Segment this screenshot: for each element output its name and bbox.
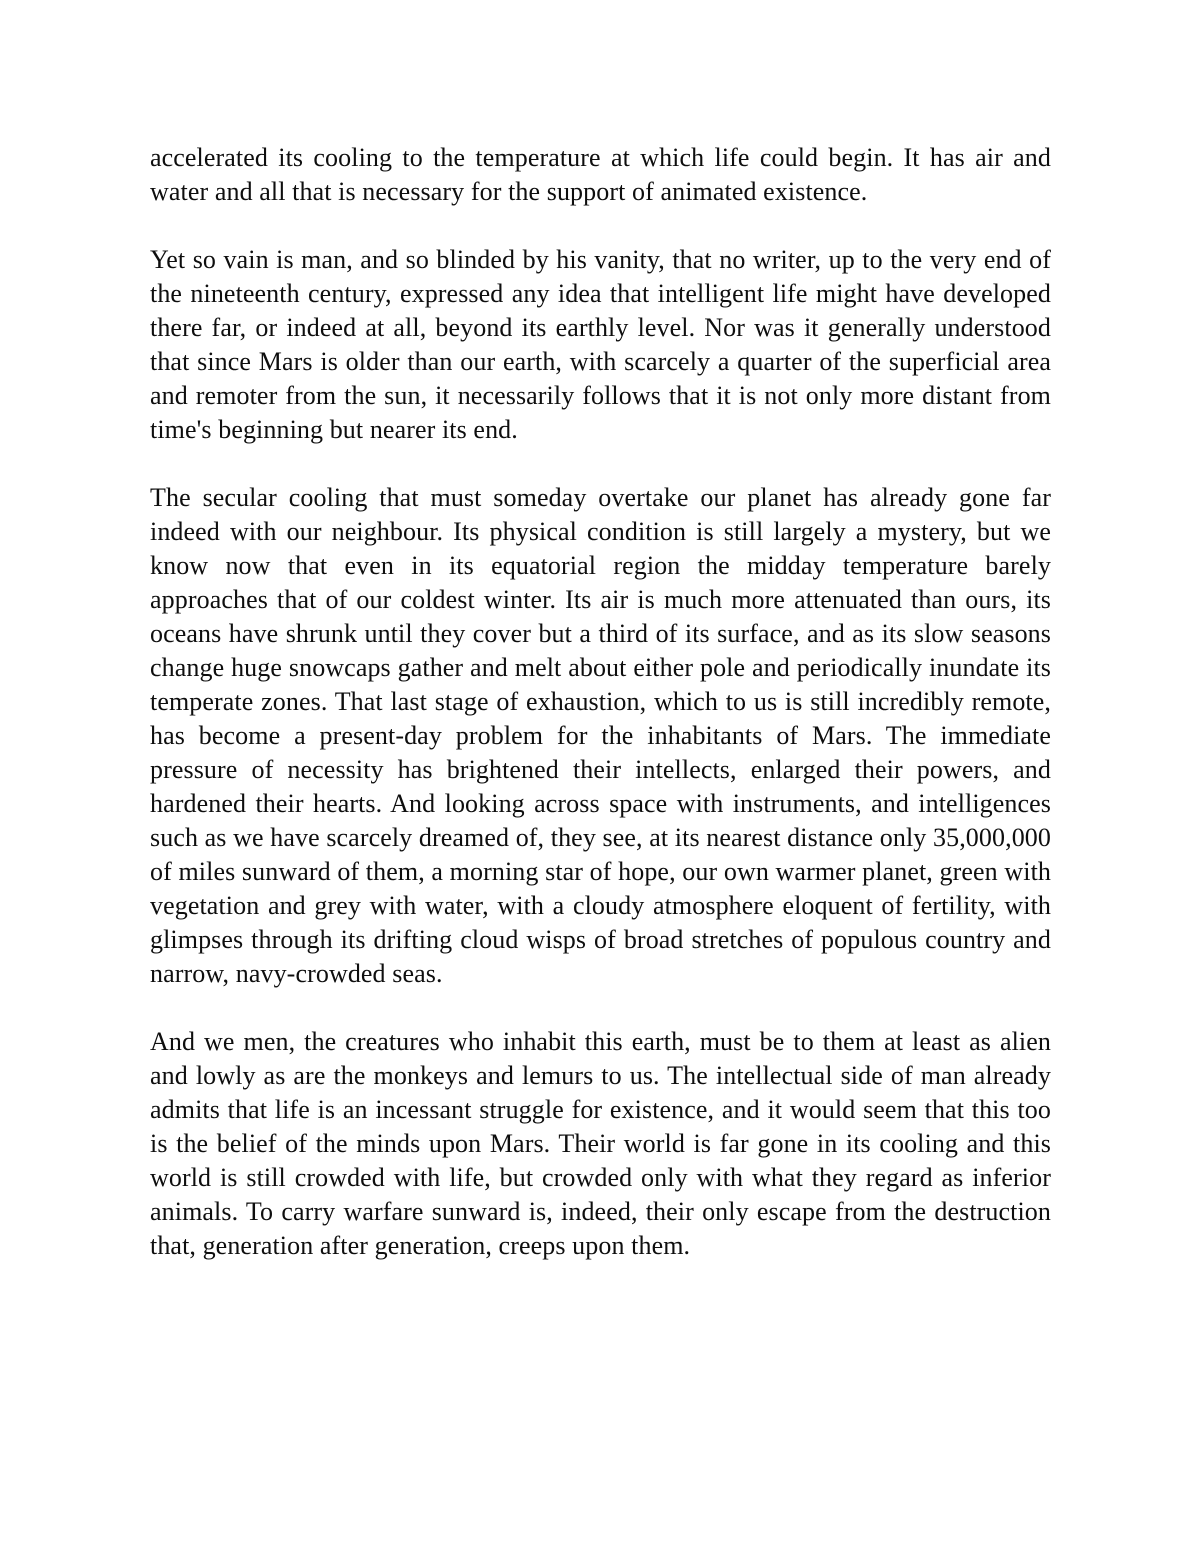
paragraph: accelerated its cooling to the temperature at which life could begin. It has air and water and all that is necessary for the support of animated existence.	[150, 143, 1051, 206]
paragraph: And we men, the creatures who inhabit this earth, must be to them at least as alien and lowly as are the monkeys and lemurs to us. The intellectual side of man already admits that life is an incessant struggle for existence, and it would seem that this too is the belief of the minds upon Mars. Their world is far gone in its cooling and this world is still crowded with life, but crowded only with what they regard as inferior animals. To carry warfare sunward is, indeed, their only escape from the destruction that, generation after generation, creeps upon them.	[150, 1027, 1051, 1260]
document-text-block	[150, 141, 1051, 1297]
paragraph: The secular cooling that must someday overtake our planet has already gone far indeed with our neighbour. Its physical condition is still largely a mystery, but we know now that even in its equatorial region the midday temperature barely approaches that of our coldest winter. Its air is much more attenuated than ours, its oceans have shrunk until they cover but a third of its surface, and as its slow seasons change huge snowcaps gather and melt about either pole and periodically inundate its temperate zones. That last stage of exhaustion, which to us is still incredibly remote, has become a present-day problem for the inhabitants of Mars. The immediate pressure of necessity has brightened their intellects, enlarged their powers, and hardened their hearts. And looking across space with instruments, and intelligences such as we have scarcely dreamed of, they see, at its nearest distance only 35,000,000 of miles sunward of them, a morning star of hope, our own warmer planet, green with vegetation and grey with water, with a cloudy atmosphere eloquent of fertility, with glimpses through its drifting cloud wisps of broad stretches of populous country and narrow, navy-crowded seas.	[150, 483, 1051, 988]
paragraph: Yet so vain is man, and so blinded by his vanity, that no writer, up to the very end of the nineteenth century, expressed any idea that intelligent life might have developed there far, or indeed at all, beyond its earthly level. Nor was it generally understood that since Mars is older than our earth, with scarcely a quarter of the superficial area and remoter from the sun, it necessarily follows that it is not only more distant from time's beginning but nearer its end.	[150, 245, 1051, 444]
